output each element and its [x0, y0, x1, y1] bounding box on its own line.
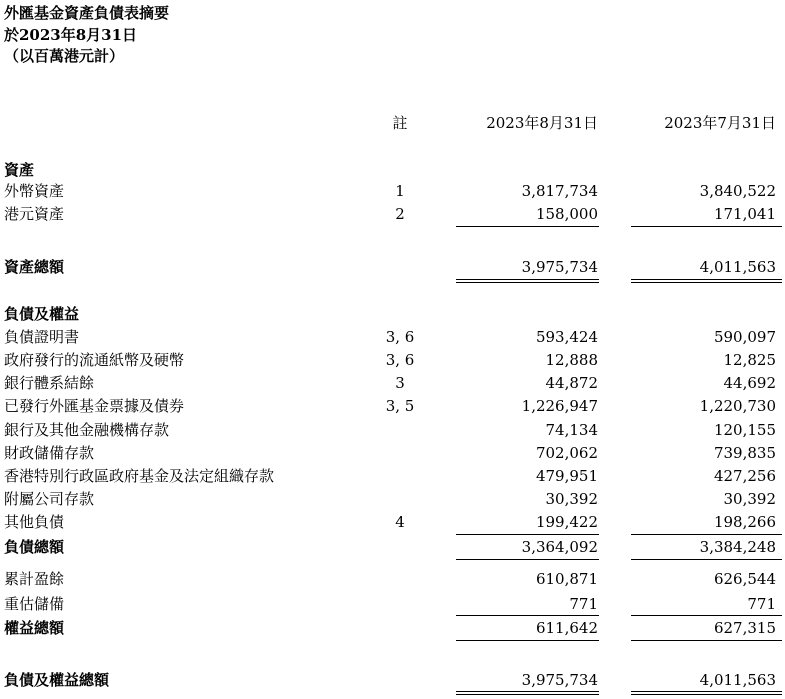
row-value-jul: 627,315 [713, 619, 776, 637]
row-value-jul: 198,266 [713, 513, 776, 531]
double-rule [631, 282, 782, 283]
row-value-jul: 120,155 [713, 421, 776, 439]
subtotal-rule [631, 534, 782, 535]
total-rule [631, 559, 782, 560]
subtotal-rule [631, 226, 782, 227]
row-value-aug: 479,951 [535, 467, 598, 485]
column-header-jul-2023: 2023年7月31日 [664, 114, 776, 132]
double-rule [631, 279, 782, 280]
row-value-aug: 610,871 [535, 570, 598, 588]
row-value-aug: 199,422 [535, 513, 598, 531]
row-label: 銀行體系結餘 [4, 374, 95, 392]
row-value-jul: 44,692 [723, 374, 776, 392]
row-value-jul: 30,392 [723, 490, 776, 508]
double-rule [456, 282, 599, 283]
row-label: 負債及權益總額 [4, 671, 110, 689]
row-label: 權益總額 [4, 619, 65, 637]
row-value-aug: 158,000 [535, 205, 598, 223]
row-label: 政府發行的流通紙幣及硬幣 [4, 351, 185, 369]
row-value-aug: 1,226,947 [521, 397, 598, 415]
report-title: 外匯基金資產負債表摘要 [4, 4, 170, 22]
row-value-jul: 1,220,730 [699, 397, 776, 415]
row-value-jul: 12,825 [723, 351, 776, 369]
row-value-aug: 593,424 [535, 328, 598, 346]
row-note: 2 [395, 205, 405, 223]
total-rule [456, 559, 599, 560]
total-rule [631, 640, 782, 641]
row-note: 3, 6 [385, 351, 415, 369]
row-note: 3 [395, 374, 405, 392]
row-value-aug: 3,975,734 [521, 671, 598, 689]
row-label: 其他負債 [4, 513, 65, 531]
row-value-aug: 44,872 [545, 374, 598, 392]
subtotal-rule [631, 615, 782, 616]
double-rule [631, 694, 782, 695]
row-value-jul: 626,544 [713, 570, 776, 588]
row-label: 港元資產 [4, 205, 65, 223]
double-rule [456, 691, 599, 692]
row-value-aug: 12,888 [545, 351, 598, 369]
row-label: 負債證明書 [4, 328, 80, 346]
row-value-aug: 3,817,734 [521, 182, 598, 200]
assets-heading: 資產 [4, 161, 35, 179]
row-label: 財政儲備存款 [4, 444, 95, 462]
row-note: 3, 5 [385, 397, 415, 415]
row-label: 已發行外匯基金票據及債券 [4, 397, 185, 415]
row-value-jul: 590,097 [713, 328, 776, 346]
row-value-aug: 3,364,092 [521, 538, 598, 556]
row-value-jul: 427,256 [713, 467, 776, 485]
row-note: 4 [395, 513, 405, 531]
row-value-jul: 739,835 [713, 444, 776, 462]
double-rule [456, 279, 599, 280]
row-value-jul: 3,840,522 [699, 182, 776, 200]
row-value-aug: 3,975,734 [521, 258, 598, 276]
row-note: 1 [395, 182, 405, 200]
subtotal-rule [456, 615, 599, 616]
double-rule [631, 691, 782, 692]
row-value-jul: 3,384,248 [699, 538, 776, 556]
subtotal-rule [456, 226, 599, 227]
row-label: 負債總額 [4, 538, 65, 556]
row-label: 香港特別行政區政府基金及法定組織存款 [4, 467, 275, 485]
row-value-jul: 4,011,563 [699, 671, 776, 689]
row-label: 累計盈餘 [4, 570, 65, 588]
row-value-aug: 611,642 [535, 619, 598, 637]
row-label: 重估儲備 [4, 595, 65, 613]
row-value-aug: 771 [569, 595, 598, 613]
report-date: 於2023年8月31日 [4, 26, 138, 44]
row-label: 外幣資產 [4, 182, 65, 200]
column-header-aug-2023: 2023年8月31日 [486, 114, 598, 132]
row-value-jul: 171,041 [713, 205, 776, 223]
double-rule [456, 694, 599, 695]
report-unit: （以百萬港元計） [4, 47, 125, 65]
row-label: 資產總額 [4, 258, 65, 276]
row-value-aug: 30,392 [545, 490, 598, 508]
row-label: 附屬公司存款 [4, 490, 95, 508]
total-rule [456, 640, 599, 641]
row-value-jul: 771 [747, 595, 776, 613]
subtotal-rule [456, 534, 599, 535]
row-value-aug: 74,134 [545, 421, 598, 439]
row-label: 銀行及其他金融機構存款 [4, 421, 170, 439]
row-value-aug: 702,062 [535, 444, 598, 462]
row-value-jul: 4,011,563 [699, 258, 776, 276]
row-note: 3, 6 [385, 328, 415, 346]
note-column-header: 註 [392, 114, 408, 132]
liabilities-heading: 負債及權益 [4, 305, 80, 323]
